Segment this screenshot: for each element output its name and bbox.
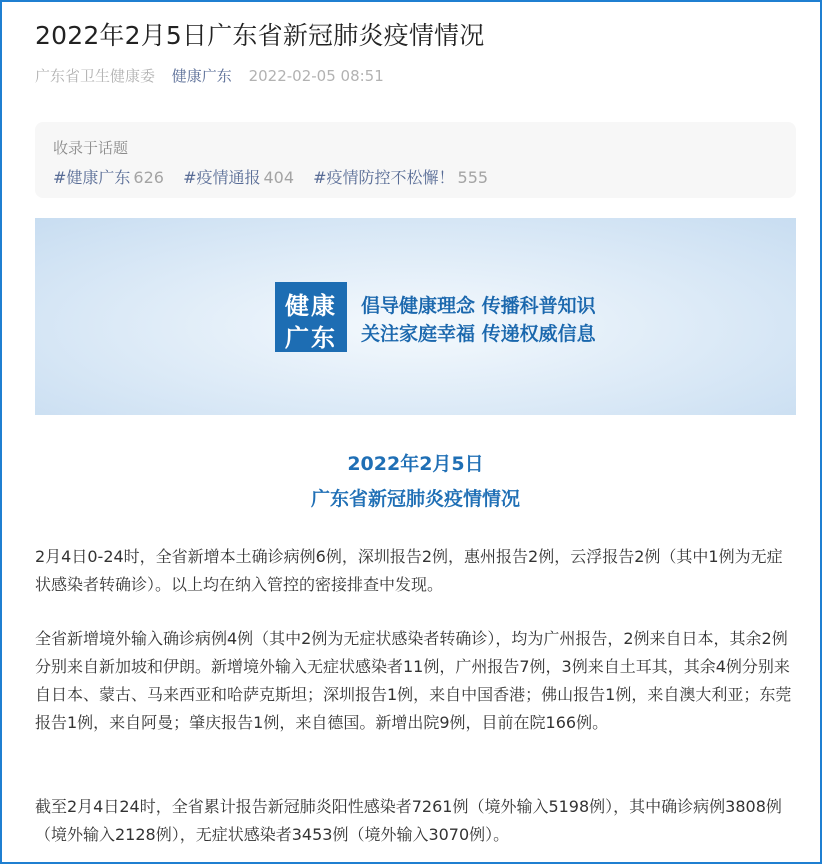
slogan-line1: 倡导健康理念 传播科普知识	[361, 295, 596, 317]
publish-time: 2022-02-05 08:51	[248, 67, 384, 85]
article-meta	[35, 65, 384, 86]
topic-tag-count: 555	[457, 168, 489, 187]
content-paragraph: 全省新增境外输入确诊病例4例（其中2例为无症状感染者转确诊），均为广州报告，2例来自日本，其余2例分别来自新加坡和伊朗。新增境外输入无症状感染者11例，广州报告7例，3例来自土耳其，其余4例分别来自日本、蒙古、马来西亚和哈萨克斯坦；深圳报告1例，来自中国香港；佛山报告1例，来自澳大利亚；东莞报告1例，来自阿曼；肇庆报告1例，来自德国。新增出院9例，目前在院166例。	[35, 629, 792, 732]
health-guangdong-logo	[275, 282, 347, 352]
topic-tags	[53, 165, 502, 188]
content-heading-title: 广东省新冠肺炎疫情情况	[310, 488, 520, 510]
slogan-line2: 关注家庭幸福 传递权威信息	[361, 323, 596, 345]
article-author: 广东省卫生健康委	[35, 67, 156, 85]
topic-tag[interactable]	[183, 165, 294, 188]
content-heading-date: 2022年2月5日	[347, 453, 484, 475]
topic-label: 收录于话题	[53, 139, 129, 157]
topic-tag-count: 626	[133, 168, 164, 187]
topic-tag-name[interactable]: #疫情防控不松懈！	[313, 168, 455, 187]
topic-tag-count: 404	[263, 168, 295, 187]
topic-tag-name[interactable]: #疫情通报	[183, 168, 261, 187]
topic-collection	[35, 122, 796, 198]
account-name-link[interactable]: 健康广东	[171, 67, 232, 85]
topic-tag-name[interactable]: #健康广东	[53, 168, 131, 187]
topic-tag[interactable]	[313, 165, 488, 188]
content-paragraph: 2月4日0-24时，全省新增本土确诊病例6例，深圳报告2例，惠州报告2例，云浮报告2例（其中1例为无症状感染者转确诊）。以上均在纳入管控的密接排查中发现。	[35, 547, 783, 594]
content-paragraph: 截至2月4日24时，全省累计报告新冠肺炎阳性感染者7261例（境外输入5198例），其中确诊病例3808例（境外输入2128例），无症状感染者3453例（境外输入3070例）。	[35, 797, 782, 844]
topic-tag[interactable]	[53, 165, 164, 188]
banner-slogan	[361, 292, 596, 348]
banner-image	[35, 218, 796, 415]
article-title: 2022年2月5日广东省新冠肺炎疫情情况	[35, 21, 485, 50]
logo-text-line2: 广东	[285, 324, 337, 352]
logo-text-line1: 健康	[285, 292, 337, 320]
